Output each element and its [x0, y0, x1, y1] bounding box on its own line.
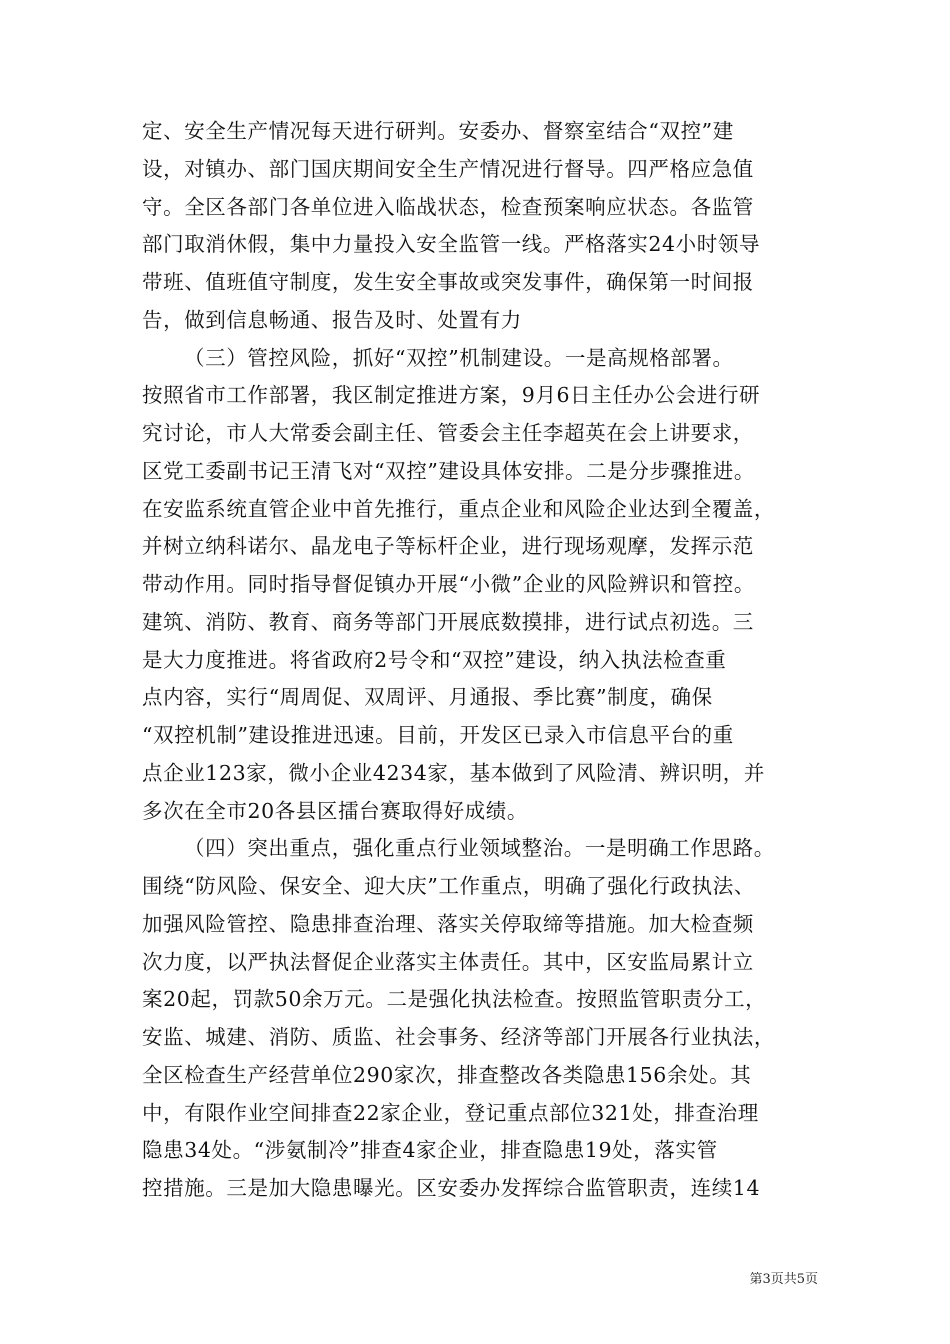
- body-line: “双控机制”建设推进迅速。目前，开发区已录入市信息平台的重: [142, 723, 734, 747]
- body-line: 区党工委副书记王清飞对“双控”建设具体安排。二是分步骤推进。: [142, 458, 755, 483]
- body-line: 带动作用。同时指导督促镇办开展“小微”企业的风险辨识和管控。: [142, 572, 755, 596]
- body-line: 在安监系统直管企业中首先推行，重点企业和风险企业达到全覆盖，: [142, 496, 775, 521]
- body-line: 中，有限作业空间排查22家企业，登记重点部位321处，排查治理: [142, 1100, 759, 1125]
- section-heading-line: （三）管控风险，抓好“双控”机制建设。一是高规格部署。: [184, 345, 734, 370]
- section-heading-line: （四）突出重点，强化重点行业领域整治。一是明确工作思路。: [184, 836, 775, 861]
- body-line: 案20起，罚款50余万元。二是强化执法检查。按照监管职责分工，: [142, 987, 767, 1012]
- body-line: 设，对镇办、部门国庆期间安全生产情况进行督导。四严格应急值: [142, 156, 754, 181]
- body-line: 带班、值班值守制度，发生安全事故或突发事件，确保第一时间报: [142, 270, 754, 294]
- body-line: 加强风险管控、隐患排查治理、落实关停取缔等措施。加大检查频: [142, 911, 754, 936]
- body-line: 并树立纳科诺尔、晶龙电子等标杆企业，进行现场观摩，发挥示范: [142, 534, 754, 559]
- body-line: 多次在全市20各县区擂台赛取得好成绩。: [142, 798, 528, 823]
- body-line: 按照省市工作部署，我区制定推进方案，9月6日主任办公会进行研: [142, 383, 761, 408]
- body-line: 安监、城建、消防、质监、社会事务、经济等部门开展各行业执法，: [142, 1025, 775, 1049]
- body-line: 是大力度推进。将省政府2号令和“双控”建设，纳入执法检查重: [142, 647, 727, 672]
- body-line: 围绕“防风险、保安全、迎大庆”工作重点，明确了强化行政执法、: [142, 874, 755, 898]
- body-text: [142, 113, 812, 1208]
- body-line: 告，做到信息畅通、报告及时、处置有力: [142, 307, 522, 332]
- body-line: 究讨论，市人大常委会副主任、管委会主任李超英在会上讲要求，: [142, 421, 754, 445]
- body-line: 控措施。三是加大隐患曝光。区安委办发挥综合监管职责，连续14: [142, 1176, 761, 1200]
- page-number-footer: 第3页共5页: [749, 1272, 818, 1287]
- body-line: 守。全区各部门各单位进入临战状态，检查预案响应状态。各监管: [142, 194, 754, 219]
- body-line: 次力度，以严执法督促企业落实主体责任。其中，区安监局累计立: [142, 949, 754, 974]
- body-line: 隐患34处。“涉氨制冷”排查4家企业，排查隐患19处，落实管: [142, 1138, 718, 1163]
- body-line: 点企业123家，微小企业4234家，基本做到了风险清、辨识明，并: [142, 760, 765, 785]
- body-line: 全区检查生产经营单位290家次，排查整改各类隐患156余处。其: [142, 1062, 752, 1087]
- body-line: 点内容，实行“周周促、双周评、月通报、季比赛”制度，确保: [142, 685, 713, 710]
- body-line: 建筑、消防、教育、商务等部门开展底数摸排，进行试点初选。三: [142, 609, 754, 634]
- body-line: 部门取消休假，集中力量投入安全监管一线。严格落实24小时领导: [142, 232, 761, 257]
- body-line: 定、安全生产情况每天进行研判。安委办、督察室结合“双控”建: [142, 119, 734, 143]
